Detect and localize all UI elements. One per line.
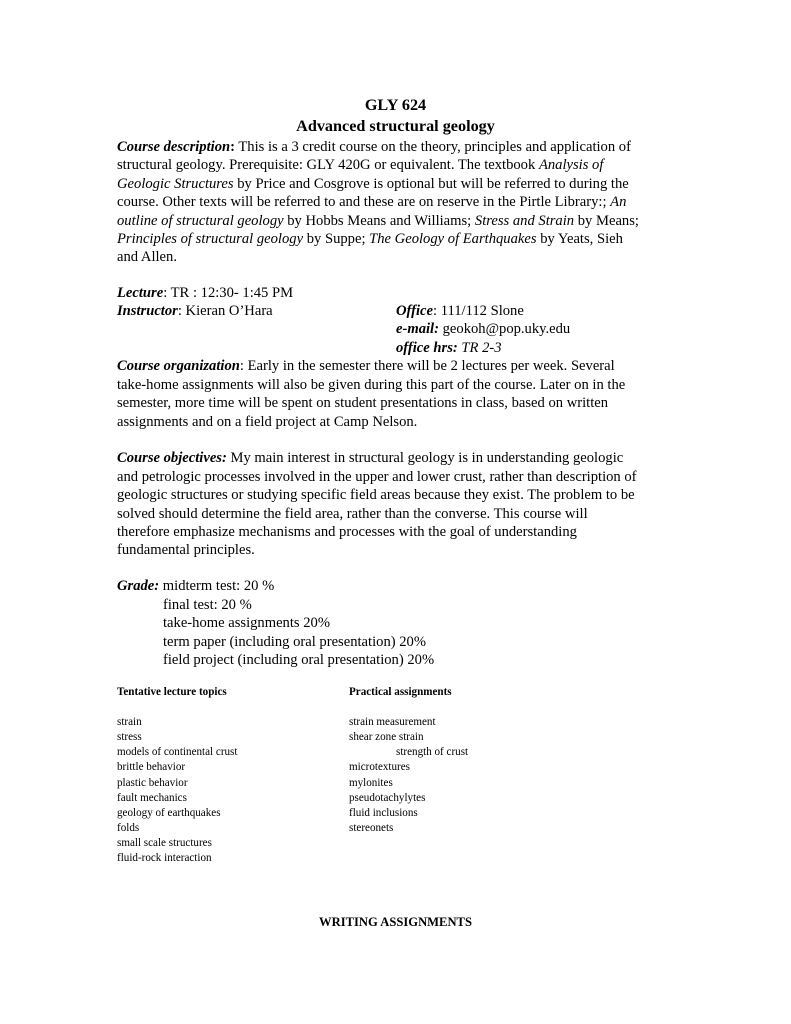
office-hours-line	[396, 339, 502, 358]
description-line	[117, 212, 639, 231]
office-hours-label: office hrs:	[396, 340, 458, 356]
description-text: by Means;	[574, 213, 639, 229]
organization-line: take-home assignments will also be given during this part of the course. Later on in the	[117, 377, 626, 393]
course-code: GLY 624	[364, 96, 427, 114]
practical-item: pseudotachylytes	[349, 792, 426, 804]
grade-first-text: midterm test: 20 %	[159, 578, 275, 594]
book-title: Analysis of	[538, 157, 604, 173]
organization-first-text: : Early in the semester there will be 2 lectures per week. Several	[239, 358, 615, 374]
email-value: geokoh@pop.uky.edu	[438, 321, 571, 337]
lecture-label: Lecture	[117, 285, 164, 301]
description-text: structural geology. Prerequisite: GLY 420G or equivalent. The textbook	[117, 157, 539, 173]
objectives-first-line	[117, 449, 623, 468]
book-title: Principles of structural geology	[117, 231, 304, 247]
description-line	[117, 175, 629, 194]
description-text: by Hobbs Means and Williams;	[283, 213, 475, 229]
practical-item: mylonites	[349, 777, 393, 789]
description-line	[117, 193, 626, 212]
grade-item: final test: 20 %	[163, 597, 252, 613]
lecture-topic-item: brittle behavior	[117, 761, 186, 773]
course-title: Advanced structural geology	[296, 117, 495, 135]
book-title: An	[610, 194, 627, 210]
practical-item: shear zone strain	[349, 731, 424, 743]
organization-line: assignments and on a field project at Camp Nelson.	[117, 414, 418, 430]
description-line	[117, 138, 631, 157]
practical-item: microtextures	[349, 761, 410, 773]
book-title: Geologic Structures	[117, 176, 234, 192]
objectives-label: Course objectives:	[117, 450, 227, 466]
email-label: e-mail:	[396, 321, 439, 337]
practical-heading: Practical assignments	[349, 686, 452, 698]
description-label: Course description	[117, 139, 231, 155]
instructor-value: : Kieran O’Hara	[177, 303, 273, 319]
description-line	[117, 230, 623, 249]
description-text: and Allen.	[117, 249, 177, 265]
description-line	[117, 248, 177, 267]
lecture-topic-item: folds	[117, 822, 140, 834]
instructor-label: Instructor	[117, 303, 178, 319]
email-line	[396, 320, 570, 339]
instructor-line	[117, 302, 273, 321]
office-hours-value: TR 2-3	[457, 340, 502, 356]
grade-label: Grade:	[117, 578, 160, 594]
lecture-value: : TR : 12:30- 1:45 PM	[163, 285, 294, 301]
writing-assignments-heading: WRITING ASSIGNMENTS	[319, 915, 472, 929]
objectives-line: fundamental principles.	[117, 542, 255, 558]
lecture-line	[117, 284, 293, 303]
lecture-topics-heading: Tentative lecture topics	[117, 686, 227, 698]
objectives-first-text: My main interest in structural geology is in understanding geologic	[226, 450, 624, 466]
description-text: course. Other texts will be referred to and these are on reserve in the Pirtle Library:;	[117, 194, 611, 210]
book-title: The Geology of Earthquakes	[369, 231, 537, 247]
lecture-topic-item: geology of earthquakes	[117, 807, 221, 819]
description-text: by Suppe;	[303, 231, 370, 247]
description-colon: :	[230, 139, 235, 155]
lecture-topic-item: fluid-rock interaction	[117, 852, 212, 864]
practical-item: strain measurement	[349, 716, 436, 728]
objectives-line: geologic structures or studying specific field areas because they exist. The problem to be	[117, 487, 635, 503]
office-line	[396, 302, 524, 321]
practical-item: strength of crust	[396, 746, 469, 758]
objectives-line: solved should determine the field area, rather than the converse. This course will	[117, 506, 588, 522]
book-title: Stress and Strain	[474, 213, 575, 229]
objectives-line: therefore emphasize mechanisms and processes with the goal of understanding	[117, 524, 577, 540]
description-line	[117, 156, 603, 175]
office-label: Office	[396, 303, 434, 319]
lecture-topic-item: models of continental crust	[117, 746, 238, 758]
book-title: outline of structural geology	[117, 213, 284, 229]
organization-line: semester, more time will be spent on student presentations in class, based on written	[117, 395, 609, 411]
lecture-topic-item: fault mechanics	[117, 792, 187, 804]
description-text: by Price and Cosgrove is optional but will be referred to during the	[233, 176, 629, 192]
organization-first-line	[117, 357, 615, 376]
practical-item: stereonets	[349, 822, 394, 834]
grade-first-line	[117, 577, 274, 596]
organization-label: Course organization	[117, 358, 240, 374]
grade-item: term paper (including oral presentation) 20%	[163, 634, 427, 650]
practical-item: fluid inclusions	[349, 807, 418, 819]
description-text: This is a 3 credit course on the theory, principles and application of	[235, 139, 631, 155]
lecture-topic-item: stress	[117, 731, 142, 743]
lecture-topic-item: strain	[117, 716, 142, 728]
lecture-topic-item: small scale structures	[117, 837, 212, 849]
description-text: by Yeats, Sieh	[536, 231, 623, 247]
lecture-topic-item: plastic behavior	[117, 777, 188, 789]
grade-item: take-home assignments 20%	[163, 615, 330, 631]
office-value: : 111/112 Slone	[433, 303, 524, 319]
objectives-line: and petrologic processes involved in the upper and lower crust, rather than description of	[117, 469, 637, 485]
grade-item: field project (including oral presentation) 20%	[163, 652, 435, 668]
